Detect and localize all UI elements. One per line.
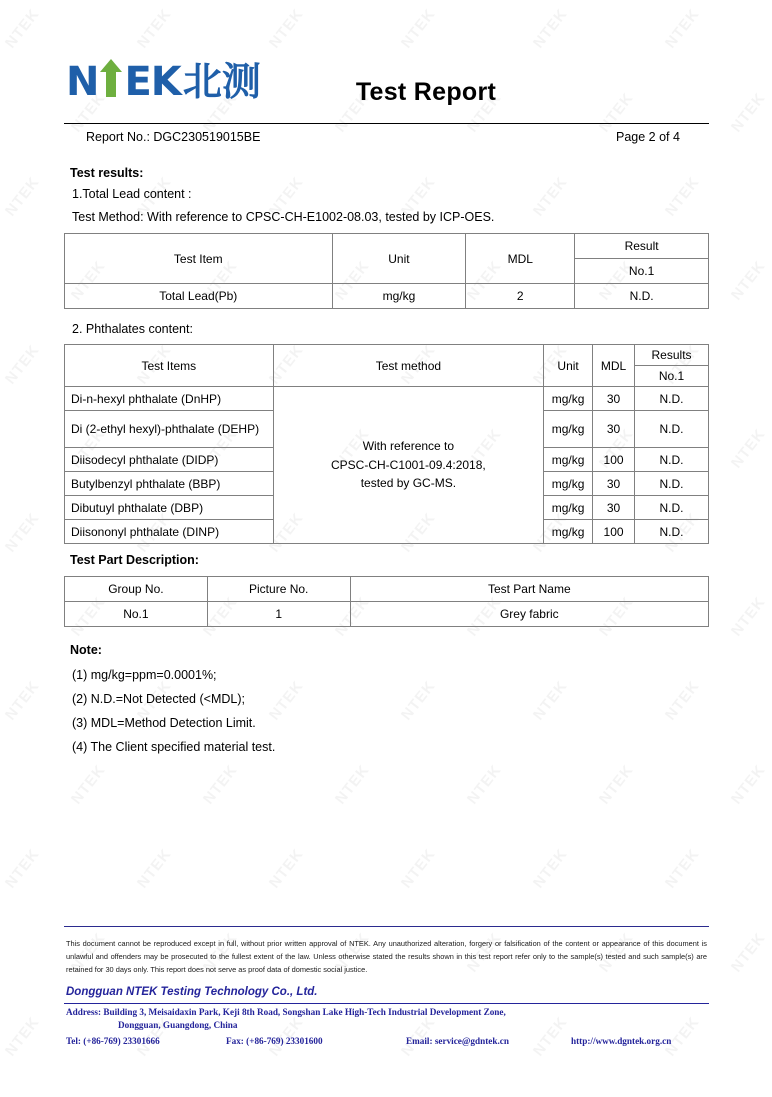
cell-picture-no: 1 [207,602,350,627]
header-picture-no: Picture No. [207,577,350,602]
watermark-text [2,846,43,892]
phthalates-table [64,344,709,544]
cell-test-item: Di-n-hexyl phthalate (DnHP) [65,387,274,411]
cell-result: N.D. [635,387,709,411]
watermark-text [728,426,769,472]
watermark-text [728,258,769,304]
footer-divider [64,926,709,927]
watermark-text [662,174,703,220]
cell-test-method [273,387,543,544]
watermark-text [68,762,109,808]
cell-unit: mg/kg [544,387,593,411]
header-unit: Unit [332,234,466,284]
contact-fax: Fax: (+86-769) 23301600 [226,1036,323,1046]
address-line-1: Address: Building 3, Meisaidaxin Park, Keji 8th Road, Songshan Lake High-Tech Industrial Development Zone, [66,1007,506,1017]
method-line-2: CPSC-CH-C1001-09.4:2018, [331,457,486,472]
watermark-text [2,342,43,388]
header-result-sub: No.1 [575,259,709,284]
table-header-row [65,345,709,366]
watermark-text [464,762,505,808]
cell-test-part-name: Grey fabric [350,602,708,627]
cell-mdl: 100 [593,448,635,472]
cell-unit: mg/kg [332,284,466,309]
watermark-text [2,1014,43,1060]
note-item: (4) The Client specified material test. [72,740,276,754]
note-item: (1) mg/kg=ppm=0.0001%; [72,668,217,682]
cell-mdl: 2 [466,284,575,309]
watermark-text [332,762,373,808]
header-mdl: MDL [466,234,575,284]
header-group-no: Group No. [65,577,208,602]
header-test-item: Test Item [65,234,333,284]
page-title: Test Report [355,78,497,106]
section2-heading: 2. Phthalates content: [72,322,193,336]
table-header-row [65,234,709,259]
table-row [65,387,709,411]
cell-result: N.D. [635,411,709,448]
cell-unit: mg/kg [544,448,593,472]
cell-result: N.D. [635,472,709,496]
test-results-heading: Test results: [70,166,144,180]
note-item: (2) N.D.=Not Detected (<MDL); [72,692,245,706]
cell-result: N.D. [635,448,709,472]
watermark-text [2,678,43,724]
watermark-text [530,174,571,220]
cell-mdl: 30 [593,387,635,411]
watermark-text [662,846,703,892]
method-line-3: tested by GC-MS. [360,476,457,491]
table-row [65,284,709,309]
header-test-part-name: Test Part Name [350,577,708,602]
watermark-text [266,678,307,724]
contact-tel: Tel: (+86-769) 23301666 [66,1036,160,1046]
contact-email[interactable]: Email: service@gdntek.cn [406,1036,509,1046]
header-unit: Unit [544,345,593,387]
watermark-text [728,930,769,976]
header-mdl: MDL [593,345,635,387]
cell-mdl: 100 [593,520,635,544]
test-part-heading: Test Part Description: [70,553,199,567]
footer-disclaimer: This document cannot be reproduced except in full, without prior written approval of NTEK. Any unauthorized alteration, forgery or falsification of the content or appearance of this document is unlawful and offenders may be prosecuted to the fullest extent of the law. Unless otherwise stated the results shown in this test report refer only to the sample(s) tested and such sample(s) are retained for 30 days only. This report does not serve as proof data of domestic social justice. [66,939,707,975]
cell-unit: mg/kg [544,472,593,496]
header-results: Results [635,345,709,366]
logo-chinese: 北测 [182,60,261,105]
header-result: Result [575,234,709,259]
watermark-text [200,762,241,808]
cell-test-item: Diisononyl phthalate (DINP) [65,520,274,544]
cell-test-item: Di (2-ethyl hexyl)-phthalate (DEHP) [65,411,274,448]
note-item: (3) MDL=Method Detection Limit. [72,716,256,730]
watermark-text [398,846,439,892]
cell-unit: mg/kg [544,520,593,544]
cell-result: N.D. [635,496,709,520]
watermark-text [2,510,43,556]
watermark-text [596,762,637,808]
cell-mdl: 30 [593,411,635,448]
watermark-text [728,594,769,640]
header-divider [64,123,709,124]
note-heading: Note: [70,643,102,657]
cell-mdl: 30 [593,496,635,520]
watermark-text [2,174,43,220]
company-address [66,1006,506,1033]
section1-method: Test Method: With reference to CPSC-CH-E1002-08.03, tested by ICP-OES. [72,210,495,224]
table-row [65,602,709,627]
table-header-row [65,577,709,602]
method-line-1: With reference to [362,439,455,454]
company-underline [64,1003,709,1004]
cell-test-item: Total Lead(Pb) [65,284,333,309]
logo-letters-ek: EK [124,59,181,105]
watermark-text [728,762,769,808]
watermark-text [398,678,439,724]
section1-heading: 1.Total Lead content : [72,187,192,201]
cell-group-no: No.1 [65,602,208,627]
cell-unit: mg/kg [544,411,593,448]
report-number-value: DGC230519015BE [153,130,261,144]
test-part-table [64,576,709,627]
cell-test-item: Butylbenzyl phthalate (BBP) [65,472,274,496]
address-line-2: Dongguan, Guangdong, China [118,1020,238,1031]
cell-mdl: 30 [593,472,635,496]
watermark-text [134,846,175,892]
page-indicator: Page 2 of 4 [616,130,680,144]
page-header [0,0,772,144]
watermark-text [530,846,571,892]
company-contact [66,1036,707,1046]
watermark-text [662,678,703,724]
report-number-label: Report No.: [86,130,150,144]
cell-test-item: Diisodecyl phthalate (DIDP) [65,448,274,472]
watermark-text [266,846,307,892]
header-test-items: Test Items [65,345,274,387]
cell-unit: mg/kg [544,496,593,520]
report-number [86,130,260,144]
cell-result: N.D. [575,284,709,309]
cell-result: N.D. [635,520,709,544]
logo-letter-n: N [66,59,99,105]
company-name: Dongguan NTEK Testing Technology Co., Ltd. [66,986,318,998]
header-results-sub: No.1 [635,366,709,387]
total-lead-table [64,233,709,309]
cell-test-item: Dibutuyl phthalate (DBP) [65,496,274,520]
contact-website[interactable]: http://www.dgntek.org.cn [571,1036,672,1046]
watermark-text [530,678,571,724]
header-test-method: Test method [273,345,543,387]
